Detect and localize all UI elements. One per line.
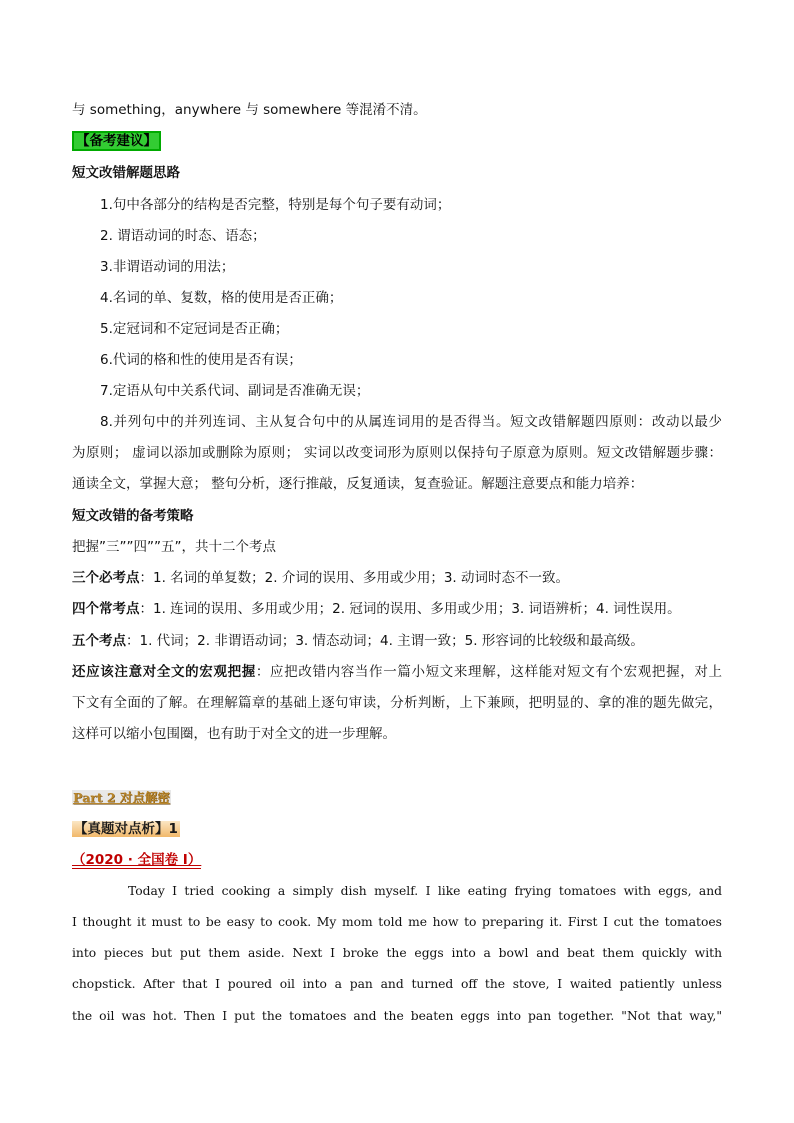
three-points-label: 三个必考点: [72, 570, 140, 586]
exam-tag: 【真题对点析】1: [74, 821, 178, 837]
three-points-text: ：1. 名词的单复数；2. 介词的误用、多用或少用；3. 动词时态不一致。: [139, 570, 570, 586]
list-item: 7.定语从句中关系代词、副词是否准确无误；: [100, 383, 370, 399]
four-points-label: 四个常考点: [72, 601, 140, 617]
text-line: 为原则； 虚词以添加或删除为原则； 实词以改变词形为原则以保持句子原意为原则。短文改错解题步骤：: [72, 445, 722, 461]
text-line: 把握”三””四””五”，共十二个考点: [72, 539, 276, 555]
passage-line: Today I tried cooking a simply dish myself. I like eating frying tomatoes with eggs, and: [128, 884, 722, 898]
suggestion-label: 【备考建议】: [72, 131, 161, 151]
heading-approach: 短文改错解题思路: [72, 165, 180, 181]
passage-line: chopstick. After that I poured oil into a pan and turned off the stove, I waited patiently unless: [72, 977, 722, 991]
five-points-line: [72, 631, 644, 651]
section-tag-suggestion: [72, 131, 161, 151]
exam-tag-line: [72, 819, 180, 839]
passage-line: I thought it must to be easy to cook. My mom told me how to preparing it. First I cut the tomatoes: [72, 915, 722, 929]
passage-line: into pieces but put them aside. Next I broke the eggs into a bowl and beat them quickly with: [72, 946, 722, 960]
five-points-label: 五个考点: [72, 633, 126, 649]
list-item: 6.代词的格和性的使用是否有误；: [100, 352, 302, 368]
list-item: 4.名词的单、复数，格的使用是否正确；: [100, 290, 343, 306]
part-label: Part 2 对点解密: [73, 790, 170, 805]
text-line: 下文有全面的了解。在理解篇章的基础上逐句审读，分析判断，上下兼顾，把明显的、拿的准的题先做完，: [72, 695, 722, 711]
list-item: 8.并列句中的并列连词、主从复合句中的从属连词用的是否得当。短文改错解题四原则：改动以最少: [100, 414, 722, 430]
macro-line: [72, 662, 722, 682]
text-line: 与 something，anywhere 与 somewhere 等混淆不清。: [72, 102, 427, 118]
list-item: 2. 谓语动词的时态、语态；: [100, 228, 266, 244]
text-line: 通读全文，掌握大意； 整句分析，逐行推敲，反复通读，复查验证。解题注意要点和能力培养：: [72, 476, 644, 492]
part-heading: [72, 788, 171, 808]
heading-strategy: 短文改错的备考策略: [72, 508, 194, 524]
list-item: 5.定冠词和不定冠词是否正确；: [100, 321, 289, 337]
macro-label: 还应该注意对全文的宏观把握: [72, 664, 256, 680]
passage-line: the oil was hot. Then I put the tomatoes and the beaten eggs into pan together. "Not that way,": [72, 1009, 722, 1023]
three-points-line: [72, 568, 569, 588]
list-item: 3.非谓语动词的用法；: [100, 259, 235, 275]
year-tag: （2020 · 全国卷 I）: [72, 852, 202, 868]
year-tag-line: [72, 850, 201, 870]
four-points-text: ：1. 连词的误用、多用或少用；2. 冠词的误用、多用或少用；3. 词语辨析；4. 词性误用。: [139, 601, 681, 617]
macro-text: ：应把改错内容当作一篇小短文来理解，这样能对短文有个宏观把握，对上: [255, 664, 723, 680]
list-item: 1.句中各部分的结构是否完整，特别是每个句子要有动词；: [100, 197, 451, 213]
text-line: 这样可以缩小包围圈，也有助于对全文的进一步理解。: [72, 726, 396, 742]
four-points-line: [72, 599, 681, 619]
five-points-text: ：1. 代词；2. 非谓语动词；3. 情态动词；4. 主谓一致；5. 形容词的比较级和最高级。: [126, 633, 644, 649]
